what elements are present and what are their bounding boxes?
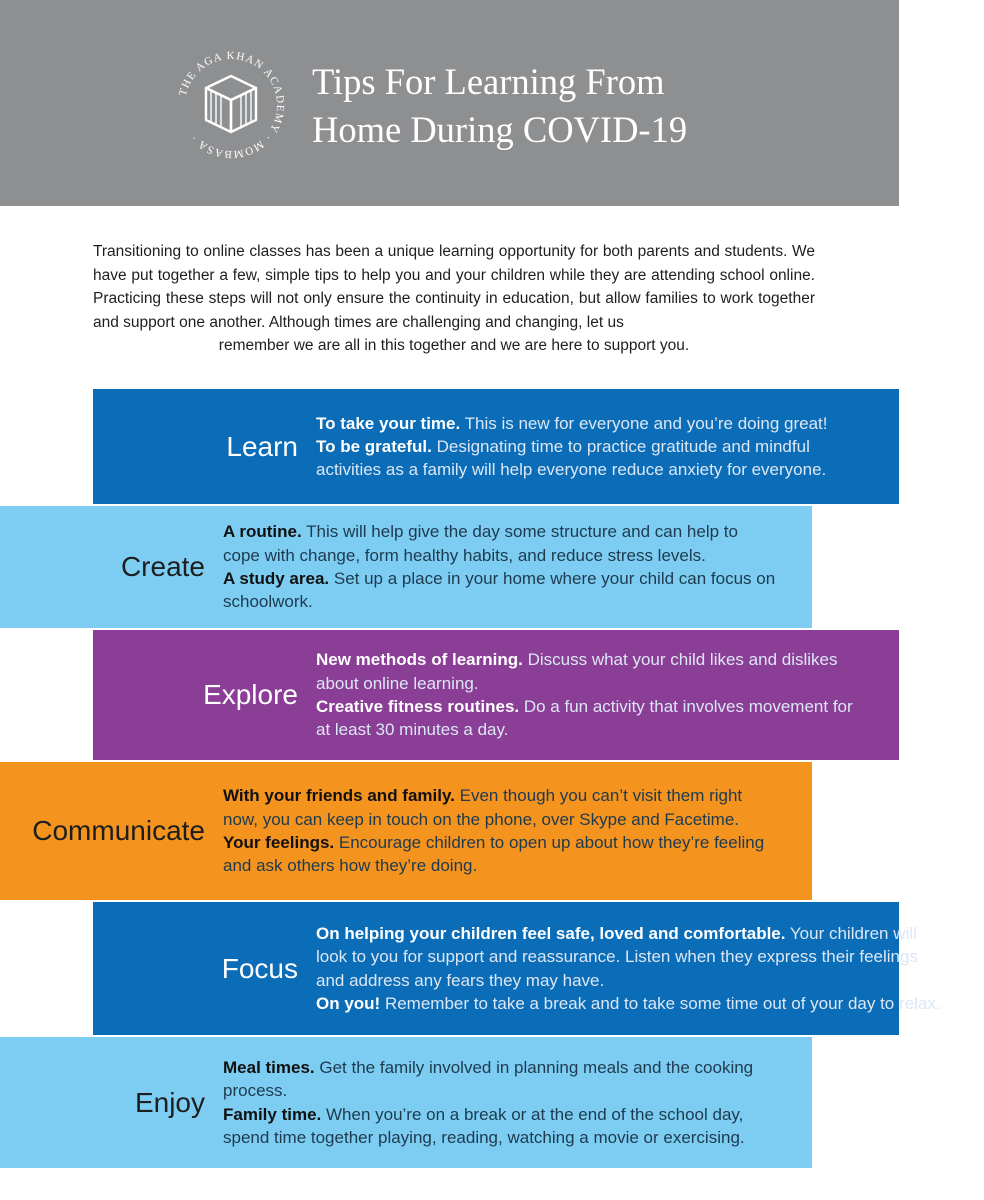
tip-text: Encourage children to open up about how they’re feeling and ask others how they’re doing. <box>223 833 765 876</box>
tip-text: Do a fun activity that involves movement for at least 30 minutes a day. <box>316 697 853 740</box>
section-heading: Create <box>120 551 205 582</box>
section-heading: Explore <box>203 679 298 710</box>
intro-last-line: remember we are all in this together and we are here to support you. <box>218 337 690 355</box>
tip-title: On helping your children feel safe, loved and comfortable. <box>316 923 786 943</box>
tip-title: New methods of learning. <box>316 650 523 670</box>
section-heading: Learn <box>226 430 298 462</box>
tip-item <box>316 922 984 992</box>
header-banner <box>0 0 899 206</box>
page-title <box>312 58 872 154</box>
tip-item <box>316 435 876 482</box>
tip-item <box>223 831 778 878</box>
tip-title: A study area. <box>223 569 330 588</box>
tip-title: On you! <box>316 993 381 1013</box>
tip-item <box>316 412 876 435</box>
tip-title: To take your time. <box>316 413 461 433</box>
svg-text:THE AGA KHAN ACADEMY · MOMBASA: THE AGA KHAN ACADEMY · MOMBASA · <box>176 50 286 160</box>
section-body <box>316 902 984 1035</box>
tip-text: Designating time to practice gratitude and mindful activities as a family will help everyone reduce anxiety for everyone. <box>316 436 827 480</box>
tip-text: When you’re on a break or at the end of the school day, spend time together playing, reading, watching a movie or exercising. <box>223 1104 745 1147</box>
section-communicate <box>0 762 812 900</box>
tip-title: Your feelings. <box>223 833 335 852</box>
tip-item <box>223 1056 788 1103</box>
tip-text: This is new for everyone and you’re doing great! <box>460 413 828 433</box>
tip-text: Set up a place in your home where your child can focus on schoolwork. <box>223 569 776 612</box>
tip-text: This will help give the day some structure and can help to cope with change, form healthy habits, and reduce stress levels. <box>223 522 738 565</box>
section-body <box>316 389 876 504</box>
section-heading: Communicate <box>32 815 205 846</box>
intro-main-text: Transitioning to online classes has been a unique learning opportunity for both parents and students. We have put together a few, simple tips to help you and your children while they are attending school online. Practicing these steps will not only ensure the continuity in education, but allow families to work together and support one another. Although times are challenging and changing, let us <box>93 243 815 331</box>
tip-text: Remember to take a break and to take some time out of your day to relax. <box>380 993 941 1013</box>
tip-item <box>223 1103 788 1150</box>
tip-item <box>316 992 984 1015</box>
tip-text: Your children will look to you for support and reassurance. Listen when they express their feelings and address any fears they may have. <box>316 923 918 990</box>
tip-title: With your friends and family. <box>223 786 455 806</box>
section-heading: Enjoy <box>134 1086 205 1118</box>
section-body <box>223 506 778 628</box>
tip-title: Meal times. <box>223 1057 315 1077</box>
tip-item <box>316 648 861 695</box>
tip-title: Creative fitness routines. <box>316 697 520 716</box>
tip-title: A routine. <box>223 522 302 542</box>
section-explore <box>93 630 899 760</box>
tip-title: Family time. <box>223 1104 322 1124</box>
section-create <box>0 506 812 628</box>
section-enjoy <box>0 1037 812 1168</box>
tip-item <box>316 695 861 742</box>
section-body <box>316 630 861 760</box>
title-line-2: Home During COVID-19 <box>312 109 688 150</box>
tip-item <box>223 520 778 567</box>
section-focus <box>93 902 941 1035</box>
tip-text: Discuss what your child likes and dislikes about online learning. <box>316 650 838 693</box>
intro-paragraph <box>93 240 815 358</box>
section-learn <box>93 389 899 504</box>
aga-khan-academy-logo <box>176 50 286 160</box>
tip-item <box>223 784 778 831</box>
section-heading: Focus <box>221 952 298 984</box>
tip-text: Even though you can’t visit them right now, you can keep in touch on the phone, over Skype and Facetime. <box>223 786 743 829</box>
title-line-1: Tips For Learning From <box>312 61 665 102</box>
section-body <box>223 762 778 900</box>
tip-text: Get the family involved in planning meals and the cooking process. <box>223 1057 754 1101</box>
tip-item <box>223 567 778 614</box>
section-body <box>223 1037 788 1168</box>
tip-title: To be grateful. <box>316 436 432 456</box>
